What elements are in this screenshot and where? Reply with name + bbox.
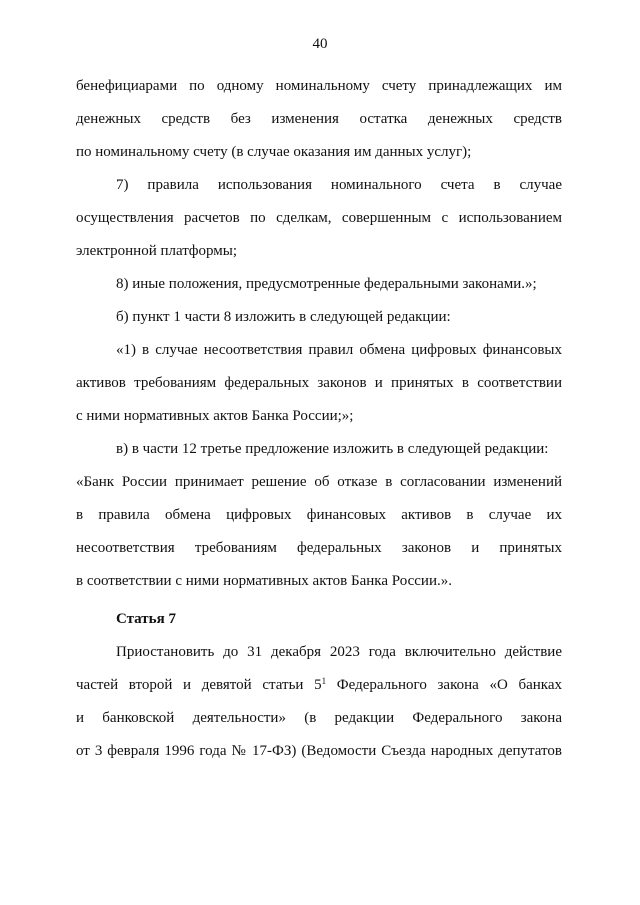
paragraph-article-7 [76,636,562,768]
paragraph-item-8 [76,268,562,301]
text-line: в) в части 12 третье предложение изложить в следующей редакции: [116,441,549,457]
text-line: и банковской деятельности» (в редакции Федерального закона [76,710,562,726]
text-line [76,669,562,702]
text-fragment: частей второй и девятой статьи 5 [76,677,322,693]
article-heading: Статья 7 [116,611,176,627]
text-line: осуществления расчетов по сделкам, совершенным с использованием [76,210,562,226]
text-line: Приостановить до 31 декабря 2023 года включительно действие [116,644,562,660]
text-line: электронной платформы; [76,243,238,259]
text-line: денежных средств без изменения остатка денежных средств [76,111,562,127]
paragraph-quote-1 [76,334,562,433]
paragraph-point-b [76,301,562,334]
text-line: активов требованиям федеральных законов и принятых в соответствии [76,375,562,391]
text-line: б) пункт 1 части 8 изложить в следующей редакции: [116,309,451,325]
text-line: «Банк России принимает решение об отказе в согласовании изменений [76,474,562,490]
paragraph-bank-quote [76,466,562,598]
paragraph-point-v [76,433,562,466]
text-line: «1) в случае несоответствия правил обмена цифровых финансовых [116,342,562,358]
text-line: в соответствии с ними нормативных актов Банка России.». [76,573,452,589]
superscript-mark: 1 [321,676,327,686]
text-line: от 3 февраля 1996 года № 17-ФЗ) (Ведомости Съезда народных депутатов [76,743,562,759]
text-line: 8) иные положения, предусмотренные федеральными законами.»; [116,276,537,292]
page-number: 40 [312,36,328,52]
document-body [76,70,562,768]
paragraph-item-7 [76,169,562,268]
text-line: по номинальному счету (в случае оказания им данных услуг); [76,144,472,160]
text-line: несоответствия требованиям федеральных законов и принятых [76,540,562,556]
text-line: с ними нормативных актов Банка России;»; [76,408,354,424]
text-line: 7) правила использования номинального счета в случае [116,177,562,193]
text-fragment: Федерального закона «О банках [326,677,562,693]
text-line: в правила обмена цифровых финансовых активов в случае их [76,507,562,523]
text-line: бенефициарами по одному номинальному счету принадлежащих им [76,78,562,94]
paragraph-beneficiaries [76,70,562,169]
